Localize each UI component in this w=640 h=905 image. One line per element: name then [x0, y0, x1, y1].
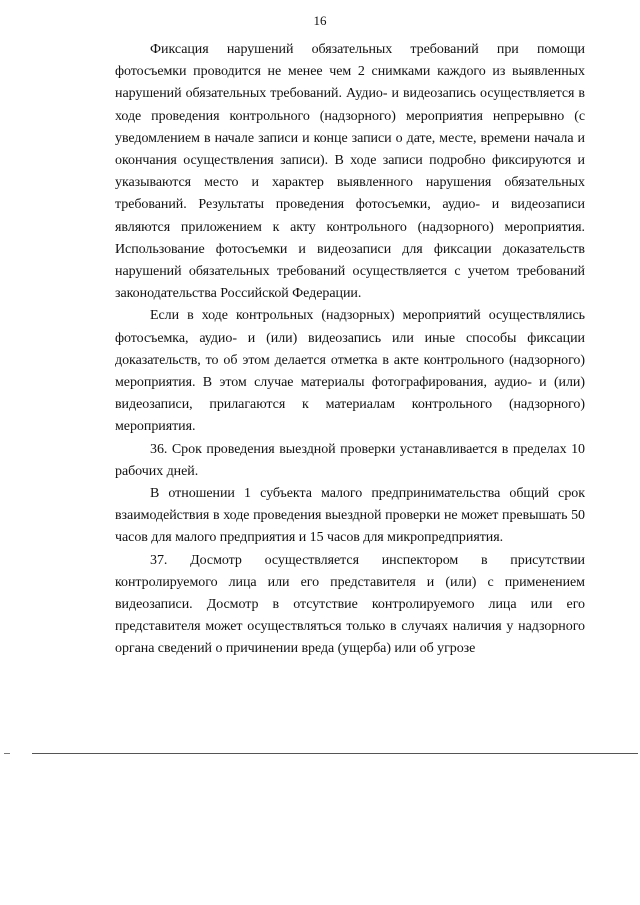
left-margin-tick — [4, 753, 10, 754]
document-body — [115, 39, 585, 661]
footer-divider-line — [32, 753, 638, 754]
paragraph-small-business-limit: В отношении 1 субъекта малого предпринимательства общий срок взаимодействия в ходе проведения выездной проверки не может превышать 50 часов для малого предприятия и 15 часов для микропредприятия. — [115, 486, 585, 546]
page-number: 16 — [313, 13, 327, 28]
paragraph-37-inspection-search: 37. Досмотр осуществляется инспектором в присутствии контролируемого лица или его представителя и (или) с применением видеозаписи. Досмотр в отсутствие контролируемого лица или его представителя может осуществляться только в случаях наличия у надзорного органа сведений о причинении вреда (ущерба) или об угрозе — [115, 552, 585, 657]
paragraph-36-inspection-term: 36. Срок проведения выездной проверки устанавливается в пределах 10 рабочих дней. — [115, 441, 585, 479]
paragraph-photo-video-fixation: Фиксация нарушений обязательных требований при помощи фотосъемки проводится не менее чем 2 снимками каждого из выявленных нарушений обязательных требований. Аудио- и видеозапись осуществляется в ходе проведения контрольного (надзорного) мероприятия непрерывно (с уведомлением в начале записи и конце записи о дате, месте, времени начала и окончания осуществления записи). В ходе записи подробно фиксируются и указываются место и характер выявленного нарушения обязательных требований. Результаты проведения фотосъемки, аудио- и видеозаписи являются приложением к акту контрольного (надзорного) мероприятия. Использование фотосъемки и видеозаписи для фиксации доказательств нарушений обязательных требований осуществляется с учетом требований законодательства Российской Федерации. — [115, 42, 585, 302]
paragraph-fixation-note-in-act: Если в ходе контрольных (надзорных) мероприятий осуществлялись фотосъемка, аудио- и (или) видеозапись или иные способы фиксации доказательств, то об этом делается отметка в акте контрольного (надзорного) мероприятия. В этом случае материалы фотографирования, аудио- и (или) видеозаписи, прилагаются к материалам контрольного (надзорного) мероприятия. — [115, 308, 585, 435]
